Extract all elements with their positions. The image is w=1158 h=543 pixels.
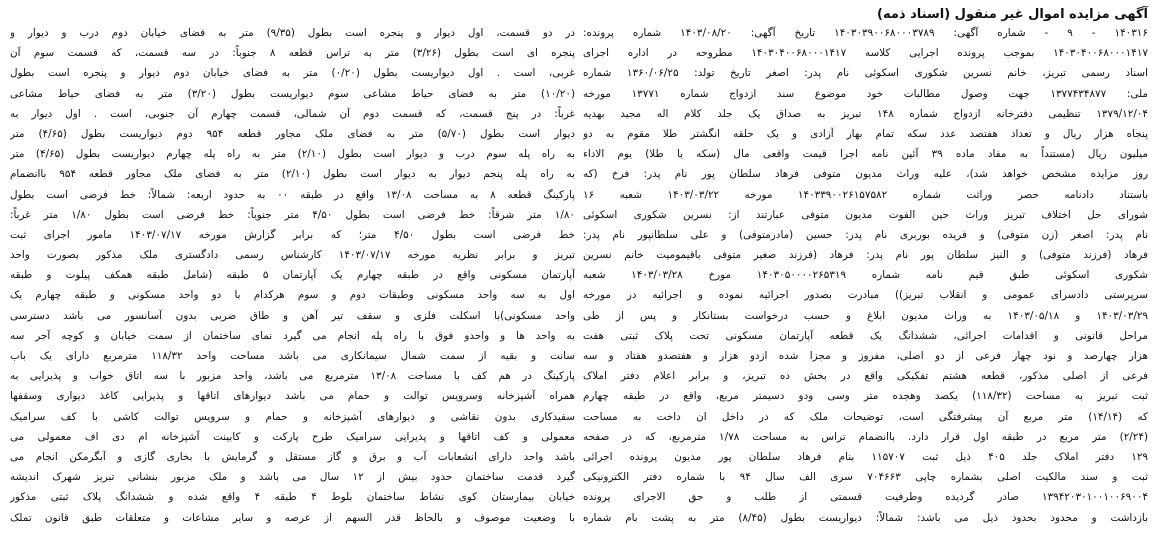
text-line: به واحد ها و واحدو فوق با راه پله انجام می گیرد نمای ساختمان از سمت خیابان و کوچه آجر سه — [10, 329, 575, 342]
text-line: شکوری اسکوئی طبق قیم نامه شماره ۱۴۰۳۰۵۰۰۰۰۲۶۵۳۱۹ مورخ ۱۴۰۳/۰۳/۲۸ شعبه — [583, 269, 1148, 282]
text-line: پنجره ای است بطول (۳/۲۶) متر به تراس قطعه ۸ جنوباً: در سه قسمت، که قسمت سوم آن — [10, 47, 575, 60]
left-column — [10, 23, 575, 528]
text-line: ۱/۸۰ متر شرقاً: خط فرضی است بطول ۴/۵۰ متر جنوباً: خط فرضی است بطول ۱/۸۰ متر غرباً: — [10, 208, 575, 221]
title-row — [10, 0, 1148, 21]
text-line: معمولی و کف اتاقها و پذیرایی سرامیک طرح پارکت و کابینت آشپزخانه ام دی اف معمولی می — [10, 430, 575, 443]
text-line: ۱۳۷۹/۱۲/۰۴ تنظیمی دفترخانه ازدواج شماره ۱۴۸ تبریز به صداق یک جلد کلام اله مجید بهدیه — [583, 107, 1148, 120]
text-line: میلیون ریال (مستنداً به مفاد ماده ۳۹ آئین نامه اجرا قیمت واقعی مال (سکه یا طلا) یوم الاداء — [583, 148, 1148, 161]
text-line: در دو قسمت، اول دیوار و پنجره است بطول (۹/۳۵) متر به فضای خیابان دوم درب و دیوار و — [10, 27, 575, 39]
text-line: به راه پله پنجم دیوار به دیوار است بطول (۲/۱۰) متر به فضای ملک مجاور قطعه ۹۵۴ باانضمام — [10, 168, 575, 181]
text-line: فرعی از اصلی مذکور، قطعه هشتم تفکیکی واقع در بخش ده تبریز، و برابر اعلام دفتر املاک — [583, 370, 1148, 383]
text-line: گیرد قدمت ساختمان حدود بیش از ۱۲ سال می باشد و ملک مزبور بنشانی تبریز شهرک اندیشه — [10, 471, 575, 484]
text-line: نام پدر: اصغر (زن متوفی) و فریده بوربری نام پدر: حسین (مادرمتوفی) و علی سلطانپور نام پدر: — [583, 228, 1148, 241]
right-column — [583, 23, 1148, 528]
text-line: که (۱۴/۱۴) متر مربع آن پیشرفتگی است، توضیحات ملک که در داخل ان داخت به مساحت — [583, 410, 1148, 423]
text-line: سفیدکاری بدون نقاشی و دیوارهای آشپزخانه و حمام و سرویس توالت کاشی با کف سرامیک — [10, 410, 575, 423]
text-line: هزار چهارصد و نود چهار فرعی از دو اصلی، مفروز و مجزا شده ازدو هزار و هفتصدو هفتاد و سه — [583, 350, 1148, 362]
text-line: ۱۴۰۳/۰۳/۲۹ و ۱۴۰۳/۰۵/۱۸ به وراث مدیون ابلاغ و حسب درخواست بستانکار و پس از طی — [583, 309, 1148, 322]
text-line: خط فرضی است بطول ۴/۵۰ متر؛ که برابر گزارش مورخه ۱۴۰۳/۰۷/۱۷ مامور اجرای ثبت — [10, 228, 575, 241]
text-line: دیوار است بطول (۵/۷۰) متر به فضای ملک مجاور قطعه ۹۵۴ دوم دیواریست بطول (۴/۶۵) متر — [10, 127, 575, 140]
text-line: ۱۴۰۳۱۶ - ۹ - شماره آگهی: ۱۴۰۳۰۳۹۰۰۶۸۰۰۰۳۷۸۹ تاریخ آگهی: ۱۴۰۳/۰۸/۲۰ شماره پرونده: — [583, 27, 1148, 39]
notice-columns — [10, 23, 1148, 528]
text-line: ۱۳۹۴۲۰۳۰۱۰۰۱۰۰۶۹۰۰۴ صادر گردیده وطرفیت قسمتی از طلب و حق الاجرای پرونده — [583, 491, 1148, 504]
text-line: خیابان بیمارستان کوی نشاط ساختمان بلوط ۴ طبقه ۴ واقع شده و ششدانگ پلاک ثبتی مذکور — [10, 491, 575, 504]
text-line: باستناد دادنامه حصر وراثت شماره ۱۴۰۳۳۹۰۰۲۶۱۵۷۵۸۲ مورخه ۱۴۰۳/۰۳/۲۲ شعبه ۱۶ — [583, 188, 1148, 201]
text-line: اسناد رسمی تبریز، خانم نسرین شکوری اسکوئی نام پدر: اصغر تاریخ تولد: ۱۳۶۰/۰۶/۲۵ شماره — [583, 67, 1148, 80]
text-line: باشد واحد دارای انشعابات آب و برق و گاز مستقل و گرمایش با بخاری گازی و آبگرمکن انجام می — [10, 450, 575, 463]
text-line: (۱۰/۲۰) متر به فضای حیاط مشاعی سوم دیواریست بطول (۳/۲۰) متر به فضای حیاط مشاعی — [10, 87, 575, 100]
text-line: سرپرستی دادسرای عمومی و انقلاب تبریز)) مبادرت بصدور اجرائیه نموده و اجرائیه در مورخه — [583, 289, 1148, 302]
text-line: همراه آشپزخانه وسرویس توالت و حمام می باشد دیوارهای اتاقها و پذیرایی کاغذ دیواری وسقفها — [10, 390, 575, 403]
text-line: پنجاه هزار ریال و تعداد هفتصد عدد سکه تمام بهار آزادی و یک حلقه انگشتر طلا مقوم به دو — [583, 127, 1148, 140]
text-line: تبریز و برابر نظریه مورخه ۱۴۰۳/۰۷/۱۷ کارشناس رسمی دادگستری ملک مذکور بصورت واحد — [10, 249, 575, 262]
text-line: آپارتمان مسکونی واقع در طبقه چهارم یک آپارتمان ۵ طبقه (شامل طبقه همکف پیلوت و طبقه — [10, 269, 575, 282]
text-line: غربی، است . اول دیواریست بطول (۰/۲۰) متر به فضای خیابان دوم دیوار و پنجره است بطول — [10, 67, 575, 80]
text-line: پارکینگ قطعه ۸ به مساحت ۱۳/۰۸ واقع در طبقه ۰۰ به حدود اربعه: شمالاً: خط فرضی است بطول — [10, 188, 575, 201]
text-line: اول به سه واحد مسکونی وطبقات دوم و سوم هرکدام با دو واحد مسکونی و طبقه چهارم یک — [10, 289, 575, 302]
text-line: فرهاد (فرزند متوفی) و النیز سلطان پور نام پدر: فرهاد (فرزند صغیر متوفی باقیمومیت خانم نسرین — [583, 249, 1148, 262]
text-line: (۲/۲۴) متر مربع در طبقه اول قرار دارد. باانضمام تراس به مساحت ۱/۷۸ مترمربع، که در صفحه — [583, 430, 1148, 443]
notice-title: آگهی مزایده اموال غیر منقول (اسناد ذمه) — [877, 7, 1148, 22]
text-line: روز مزایده مشخص خواهد شد)، علیه وراث مدیون متوفی فرهاد سلطان پور نام پدر: فرخ (که — [583, 168, 1148, 181]
text-line: به راه پله سوم درب و دیوار است بطول (۲/۱۰) متر به راه پله چهارم دیواریست بطول (۴/۶۵) متر — [10, 148, 575, 161]
text-line: مراحل قانونی و اقدامات اجرائی، ششدانگ یک قطعه آپارتمان مسکونی تحت پلاک ثبتی هفت — [583, 329, 1148, 342]
text-line: پارکینگ در هم کف با مساحت ۱۳/۰۸ مترمربع می باشد، واحد مزبور با سه اتاق خواب و پذیرایی به — [10, 370, 575, 383]
text-line: ۱۴۰۳۰۴۰۰۶۸۰۰۰۱۴۱۷ بموجب پرونده اجرایی کلاسه ۱۴۰۳۰۴۰۰۶۸۰۰۰۱۴۱۷ مطروحه در اداره اجرای — [583, 47, 1148, 60]
text-line: بازداشت و محدود بحدود ذیل می باشد: شمالاً: دیواریست بطول (۸/۴۵) متر به پشت بام شماره — [583, 511, 1148, 524]
text-line: غرباً: در پنج قسمت، که قسمت دوم آن شمالی، قسمت چهارم آن جنوبی، است . اول دیوار به — [10, 107, 575, 120]
text-line: ملی: ۱۳۷۷۴۳۴۸۷۷ جهت وصول مطالبات خود موضوع سند ازدواج شماره ۱۳۷۷۱ مورخه — [583, 87, 1148, 100]
text-line: شورای حل اختلاف تبریز وراث حین الفوت مدیون متوفی عبارتند از: نسرین شکوری اسکوئی — [583, 208, 1148, 221]
text-line: با وضعیت موصوف و بالحاظ قدر السهم از عرصه و سایر مشاعات و متعلقات طبق قانون تملک — [10, 511, 575, 524]
text-line: سانت و بقیه از سمت شمال سیمانکاری می باشد مساحت واحد ۱۱۸/۳۲ مترمربع دارای یک باب — [10, 350, 575, 362]
text-line: ۱۲۹ دفتر املاک جلد ۴۰۵ ذیل ثبت ۱۱۵۷۰۷ بنام فرهاد سلطان پور مدیون پرونده اجرائی — [583, 450, 1148, 463]
text-line: ثبت و سند مالکیت اصلی بشماره چاپی ۷۰۴۶۶۳ سری الف سال ۹۴ با شماره دفتر الکترونیکی — [583, 471, 1148, 484]
text-line: واحد مسکونی)با اسکلت فلزی و سقف تیر آهن و طاق ضربی بدون آسانسور می باشد دسترسی — [10, 309, 575, 322]
text-line: ثبت تبریز به مساحت (۱۱۸/۳۲) یکصد وهجده متر وسی ودو دسیمتر مربع، واقع در طبقه چهارم — [583, 390, 1148, 403]
